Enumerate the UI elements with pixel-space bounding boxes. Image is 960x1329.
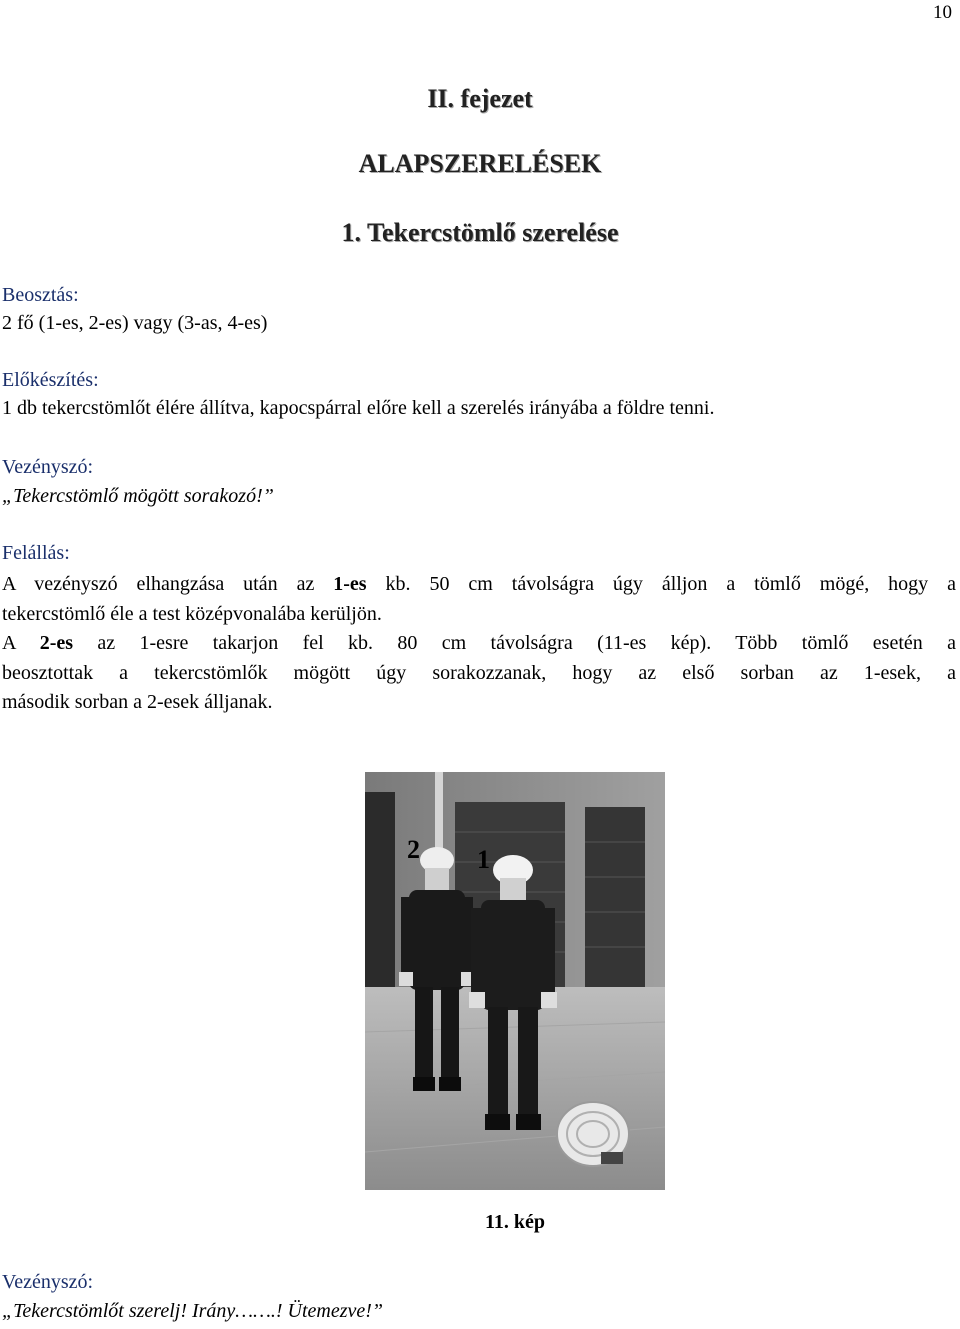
vezenyszo-2-text: „Tekercstömlőt szerelj! Irány…….! Ütemezve!” [2,1300,384,1322]
hose-roll-icon [557,1102,629,1166]
elokeszites-label: Előkészítés: [2,369,99,391]
felallas-line-4: beosztottak a tekercstömlők mögött úgy sorakozzanak, hogy az első sorban az 1-esek, a [2,661,956,684]
vezenyszo-text: „Tekercstömlő mögött sorakozó!” [2,485,274,507]
beosztas-text: 2 fő (1-es, 2-es) vagy (3-as, 4-es) [2,312,268,334]
vezenyszo-2-label: Vezényszó: [2,1271,94,1293]
marker-2: 2 [407,835,420,864]
vezenyszo-label: Vezényszó: [2,456,94,478]
beosztas-label: Beosztás: [2,284,79,306]
felallas-line-2: tekercstömlő éle a test középvonalába kerüljön. [2,602,382,625]
felallas-line-3: A 2-es az 1-esre takarjon fel kb. 80 cm távolságra (11-es kép). Több tömlő esetén a [2,632,956,654]
felallas-paragraph [2,570,956,718]
photo-caption: 11. kép [484,1211,546,1233]
elokeszites-text: 1 db tekercstömlőt élére állítva, kapocspárral előre kell a szerelés irányába a földre tenni. [2,397,715,419]
section-title: ALAPSZERELÉSEK [358,149,602,178]
section-subtitle: 1. Tekercstömlő szerelése [341,218,619,247]
page-number: 10 [933,2,952,23]
felallas-line-1: A vezényszó elhangzása után az 1-es kb. 50 cm távolságra úgy álljon a tömlő mögé, hogy a [2,573,956,595]
photo-illustration [365,772,665,1190]
marker-1: 1 [477,845,490,874]
photo-firefighters [365,772,665,1190]
chapter-heading: II. fejezet [427,84,533,113]
felallas-line-5: második sorban a 2-esek álljanak. [2,691,273,713]
felallas-label: Felállás: [2,542,70,564]
